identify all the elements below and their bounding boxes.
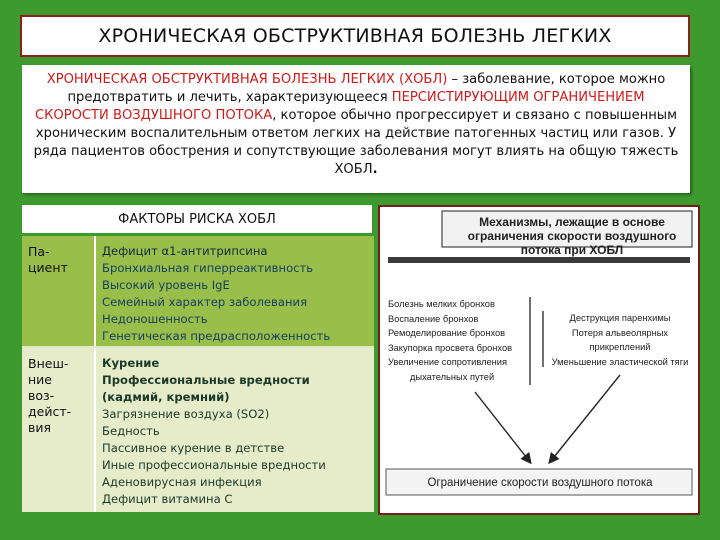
page-title: [20, 15, 690, 57]
list-item: Деструкция паренхимы: [569, 313, 671, 323]
mechanisms-title: [452, 215, 692, 257]
airway-mechanisms-list: [388, 297, 538, 384]
patient-factors-row: [22, 236, 374, 348]
definition-box: [22, 65, 690, 193]
list-item: Закупорка просвета бронхов: [388, 342, 513, 353]
list-item: Дефицит α1-антитрипсина: [102, 244, 268, 258]
external-label-line: ние: [28, 372, 52, 387]
parenchyma-mechanisms-list: [545, 311, 695, 369]
external-label-line: Внеш-: [28, 356, 69, 371]
external-factors-list: [96, 348, 374, 512]
list-item: Пассивное курение в детстве: [102, 441, 285, 455]
list-item: (кадмий, кремний): [102, 390, 230, 404]
list-item: Иные профессиональные вредности: [102, 458, 326, 472]
list-item: Профессиональные вредности: [102, 373, 310, 387]
patient-label-line: Па-: [28, 244, 50, 259]
external-label-line: дейст-: [28, 404, 72, 419]
external-label-line: воз-: [28, 388, 55, 403]
list-item: Увеличение сопротивления: [388, 357, 508, 367]
external-label: [22, 348, 96, 512]
risk-factors-header-text: ФАКТОРЫ РИСКА ХОБЛ: [118, 211, 276, 227]
definition-part2: , которое обычно прогрессирует и связано с повышенным хроническим воспалительным ответом легких на действие патогенных частиц или газов. У ряда пациентов обострения и сопутствующие заболевания могут влиять на общую тяжесть ХОБЛ: [33, 108, 679, 177]
page-title-text: ХРОНИЧЕСКАЯ ОБСТРУКТИВНАЯ БОЛЕЗНЬ ЛЕГКИХ: [98, 25, 612, 47]
list-item: Курение: [102, 356, 160, 370]
left-arrow: [475, 392, 530, 462]
list-item: Генетическая предрасположенность: [102, 329, 331, 343]
list-item: Высокий уровень IgE: [102, 278, 230, 292]
list-item: Уменьшение эластической тяги: [551, 356, 689, 367]
patient-label-line: циент: [28, 260, 68, 275]
airflow-limitation-label: Ограничение скорости воздушного потока: [427, 477, 653, 489]
patient-label: [22, 236, 96, 346]
list-item: прикреплений: [589, 342, 651, 352]
patient-factors-list: [96, 236, 374, 346]
list-item: Бедность: [102, 424, 160, 438]
list-item: Недоношенность: [102, 312, 208, 326]
list-item: Загрязнение воздуха (SO2): [102, 407, 270, 421]
list-item: Воспаление бронхов: [388, 313, 479, 324]
list-item: дыхательных путей: [410, 371, 495, 382]
right-arrow: [550, 375, 620, 462]
external-label-line: вия: [28, 420, 52, 435]
mechanisms-title-line: Механизмы, лежащие в основе: [479, 215, 665, 229]
list-item: Семейный характер заболевания: [102, 295, 308, 309]
list-item: Ремоделирование бронхов: [388, 328, 506, 338]
definition-term: ХРОНИЧЕСКАЯ ОБСТРУКТИВНАЯ БОЛЕЗНЬ ЛЕГКИХ (ХОБЛ): [46, 72, 448, 87]
mechanisms-title-line: ограничения скорости воздушного потока при ХОБЛ: [467, 229, 677, 257]
definition-part1: – заболевание, которое можно предотвратить и лечить, характеризующееся: [67, 72, 666, 105]
definition-period: .: [372, 162, 378, 177]
mechanisms-divider: [388, 257, 690, 263]
mechanisms-diagram: [378, 205, 700, 515]
definition-highlight: ПЕРСИСТИРУЮЩИМ ОГРАНИЧЕНИЕМ СКОРОСТИ ВОЗДУШНОГО ПОТОКА: [34, 90, 645, 123]
external-factors-row: [22, 348, 374, 512]
list-item: Болезнь мелких бронхов: [388, 299, 495, 309]
list-item: Дефицит витамина С: [102, 492, 233, 506]
list-item: Аденовирусная инфекция: [102, 475, 262, 489]
risk-factors-header: [22, 205, 372, 233]
list-item: Потеря альвеолярных: [571, 327, 669, 338]
list-item: Бронхиальная гиперреактивность: [102, 261, 314, 275]
